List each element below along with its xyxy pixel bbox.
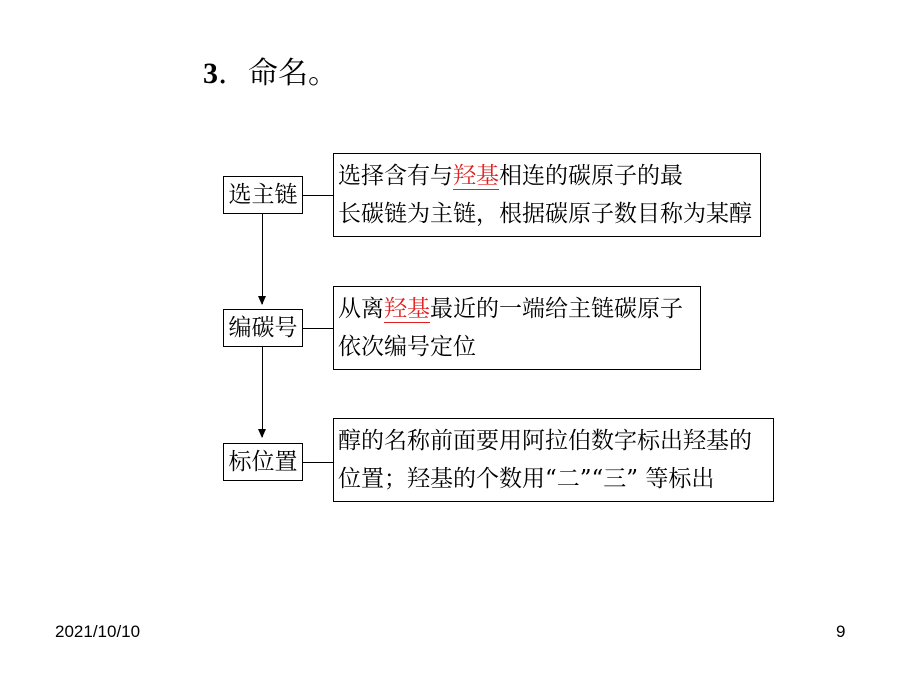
description-line: 依次编号定位	[338, 334, 476, 360]
step-connector	[303, 328, 333, 329]
highlight-hydroxyl: 羟基	[384, 296, 430, 322]
step-label-select-main-chain: 选主链	[223, 176, 303, 214]
step-description-box	[333, 286, 701, 370]
slide-heading	[203, 56, 338, 92]
description-text: 相连的碳原子的最	[499, 163, 683, 189]
description-text: 最近的一端给主链碳原子	[430, 296, 683, 322]
description-text: 选择含有与	[338, 163, 453, 189]
description-line	[338, 290, 696, 328]
heading-text: ．命名。	[218, 56, 338, 91]
step-description-box	[333, 418, 774, 502]
step-description-box	[333, 153, 761, 237]
step-connector	[303, 195, 333, 196]
description-text: 从离	[338, 296, 384, 322]
flow-arrow-down	[262, 347, 263, 437]
footer-date: 2021/10/10	[55, 622, 141, 641]
arrow-head-icon	[258, 296, 266, 305]
arrow-head-icon	[258, 429, 266, 438]
footer-page-number: 9	[836, 622, 846, 641]
step-label-number-carbons: 编碳号	[223, 309, 303, 347]
description-line: 长碳链为主链，根据碳原子数目称为某醇	[338, 201, 752, 227]
highlight-hydroxyl: 羟基	[453, 163, 499, 189]
description-line	[338, 157, 756, 195]
description-line: 醇的名称前面要用阿拉伯数字标出羟基的	[338, 428, 752, 454]
step-label-mark-position: 标位置	[223, 443, 303, 481]
description-line: 位置；羟基的个数用“二”“三” 等标出	[338, 466, 715, 492]
flow-arrow-down	[262, 214, 263, 304]
heading-number: 3	[203, 57, 218, 90]
step-connector	[303, 462, 333, 463]
